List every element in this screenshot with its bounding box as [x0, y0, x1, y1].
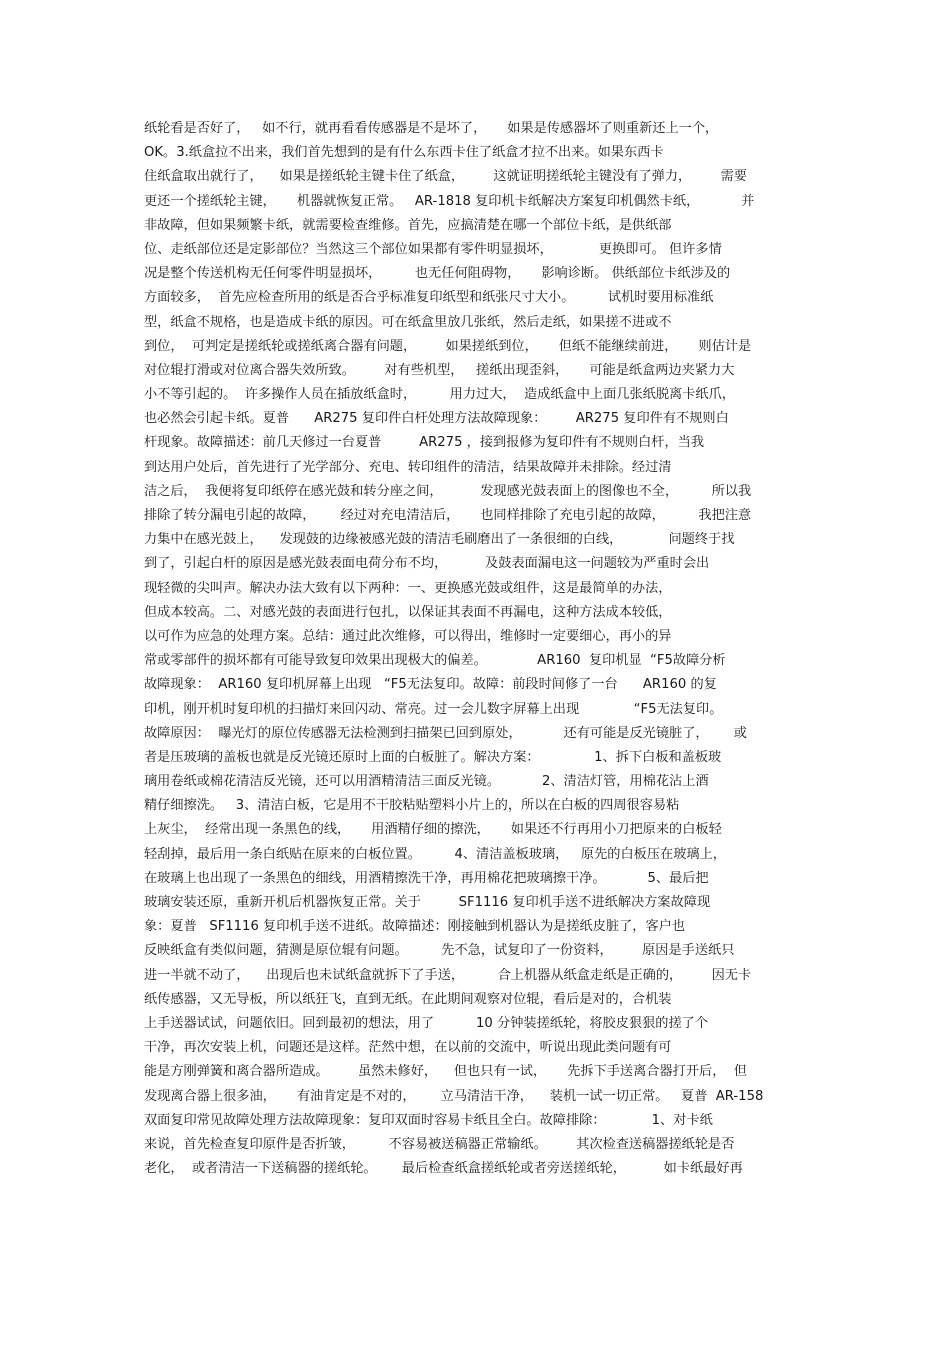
text-line: 住纸盒取出就行了， 如果是搓纸轮主键卡住了纸盒， 这就证明搓纸轮主键没有了弹力， 需要: [144, 169, 747, 185]
text-line: 发现离合器上很多油， 有油肯定是不对的， 立马清洁干净， 装机一试一切正常。 夏普 AR-158: [144, 1088, 764, 1104]
text-line: 也必然会引起卡纸。夏普 AR275 复印件白杆处理方法故障现象： AR275 复印件有不规则白: [144, 411, 729, 427]
text-line: 排除了转分漏电引起的故障， 经过对充电清洁后， 也同样排除了充电引起的故障， 我把注意: [144, 508, 752, 523]
text-line: 精仔细擦洗。 3、清洁白板，它是用不干胶粘贴塑料小片上的，所以在白板的四周很容易粘: [144, 798, 680, 814]
document-body-text: [144, 117, 808, 1181]
text-line: 以可作为应急的处理方案。总结：通过此次维修，可以得出，维修时一定要细心，再小的异: [144, 628, 672, 644]
text-line: 上灰尘， 经常出现一条黑色的线， 用酒精仔细的擦洗， 如果还不行再用小刀把原来的白板轻: [144, 822, 722, 838]
text-line: 印机，刚开机时复印机的扫描灯来回闪动、常亮。过一会儿数字屏幕上出现 “F5无法复印。: [144, 701, 723, 717]
text-line: 能是方刚弹簧和离合器所造成。 虽然未修好， 但也只有一试， 先拆下手送离合器打开后， 但: [144, 1064, 747, 1080]
text-line: 到了，引起白杆的原因是感光鼓表面电荷分布不均， 及鼓表面漏电这一问题较为严重时会出: [144, 556, 710, 572]
text-line: 非故障，但如果频繁卡纸，就需要检查维修。首先，应搞清楚在哪一个部位卡纸，是供纸部: [144, 217, 672, 233]
text-line: 方面较多， 首先应检查所用的纸是否合乎标准复印纸型和纸张尺寸大小。 试机时要用标准纸: [144, 290, 714, 306]
text-line: 现轻微的尖叫声。解决办法大致有以下两种：一、更换感光鼓或组件，这是最简单的办法，: [144, 580, 672, 596]
text-line: 来说，首先检查复印原件是否折皱， 不容易被送稿器正常输纸。 其次检查送稿器搓纸轮是否: [144, 1136, 735, 1152]
text-line: 进一半就不动了， 出现后也未试纸盒就拆下了手送， 合上机器从纸盒走纸是正确的， 因无卡: [144, 967, 752, 983]
text-line: 玻璃安装还原，重新开机后机器恢复正常。关于 SF1116 复印机手送不进纸解决方案故障现: [144, 895, 711, 910]
text-line: 老化， 或者清洁一下送稿器的搓纸轮。 最后检查纸盒搓纸轮或者旁送搓纸轮， 如卡纸最好再: [144, 1161, 743, 1177]
text-line: 干净，再次安装上机，问题还是这样。茫然中想，在以前的交流中，听说出现此类问题有可: [144, 1040, 672, 1056]
text-line: 故障现象： AR160 复印机屏幕上出现 “F5无法复印。故障：前段时间修了一台 AR160 的复: [144, 677, 717, 693]
text-line: 到位， 可判定是搓纸轮或搓纸离合器有问题， 如果搓纸到位， 但纸不能继续前进， 则估计是: [144, 338, 752, 354]
text-line: 杆现象。故障描述：前几天修过一台夏普 AR275 ，接到报修为复印件有不规则白杆，当我: [144, 435, 705, 451]
text-line: 更还一个搓纸轮主键， 机器就恢复正常。 AR-1818 复印机卡纸解决方案复印机偶然卡纸， 并: [144, 193, 755, 209]
text-line: 轻刮掉，最后用一条白纸贴在原来的白板位置。 4、清洁盖板玻璃， 原先的白板压在玻璃上，: [144, 846, 726, 862]
text-line: 璃用卷纸或棉花清洁反光镜，还可以用酒精清洁三面反光镜。 2、清洁灯管，用棉花沾上酒: [144, 774, 709, 790]
text-line: 者是压玻璃的盖板也就是反光镜还原时上面的白板脏了。解决方案： 1、拆下白板和盖板玻: [144, 749, 722, 765]
text-line: OK。3.纸盒拉不出来，我们首先想到的是有什么东西卡住了纸盒才拉不出来。如果东西卡: [144, 145, 664, 161]
text-line: 在玻璃上也出现了一条黑色的细线，用酒精擦洗干净，再用棉花把玻璃擦干净。 5、最后把: [144, 870, 709, 886]
text-line: 象：夏普 SF1116 复印机手送不进纸。故障描述：刚接触到机器认为是搓纸皮脏了，客户也: [144, 919, 686, 935]
text-line: 常或零部件的损坏都有可能导致复印效果出现极大的偏差。 AR160 复印机显 “F5故障分析: [144, 653, 726, 669]
text-line: 纸传感器，又无导板，所以纸狂飞，直到无纸。在此期间观察对位辊，看后是对的，合机装: [144, 991, 672, 1007]
text-line: 小不等引起的。 许多操作人员在插放纸盒时， 用力过大， 造成纸盒中上面几张纸脱离卡纸爪，: [144, 387, 735, 403]
text-line: 洁之后， 我便将复印纸停在感光鼓和转分座之间， 发现感光鼓表面上的图像也不全， 所以我: [144, 483, 752, 499]
text-line: 对位辊打滑或对位离合器失效所致。 对有些机型， 搓纸出现歪斜， 可能是纸盒两边夹紧力大: [144, 362, 735, 378]
text-line: 况是整个传送机构无任何零件明显损坏， 也无任何阻碍物， 影响诊断。 供纸部位卡纸涉及的: [144, 266, 731, 282]
text-line: 型，纸盒不规格，也是造成卡纸的原因。可在纸盒里放几张纸，然后走纸，如果搓不进或不: [144, 314, 672, 330]
text-line: 到达用户处后，首先进行了光学部分、充电、转印组件的清洁，结果故障并未排除。经过清: [144, 459, 672, 475]
text-line: 上手送器试试，问题依旧。回到最初的想法，用了 10 分钟装搓纸轮，将胶皮狠狠的搓了个: [144, 1015, 709, 1031]
text-line: 纸轮看是否好了， 如不行，就再看看传感器是不是坏了， 如果是传感器坏了则重新还上一个，: [144, 121, 719, 136]
text-line: 力集中在感光鼓上， 发现鼓的边缘被感光鼓的清洁毛刷磨出了一条很细的白线， 问题终于找: [144, 532, 735, 548]
text-line: 但成本较高。二、对感光鼓的表面进行包扎，以保证其表面不再漏电，这种方法成本较低，: [144, 604, 672, 620]
text-line: 双面复印常见故障处理方法故障现象：复印双面时容易卡纸且全白。故障排除： 1、对卡纸: [144, 1112, 713, 1128]
text-line: 反映纸盒有类似问题，猜测是原位辊有问题。 先不急，试复印了一份资料， 原因是手送纸只: [144, 943, 735, 959]
text-line: 位、走纸部位还是定影部位？当然这三个部位如果都有零件明显损坏， 更换即可。 但许多情: [144, 241, 722, 257]
text-line: 故障原因： 曝光灯的原位传感器无法检测到扫描架已回到原处， 还有可能是反光镜脏了， 或: [144, 725, 747, 741]
